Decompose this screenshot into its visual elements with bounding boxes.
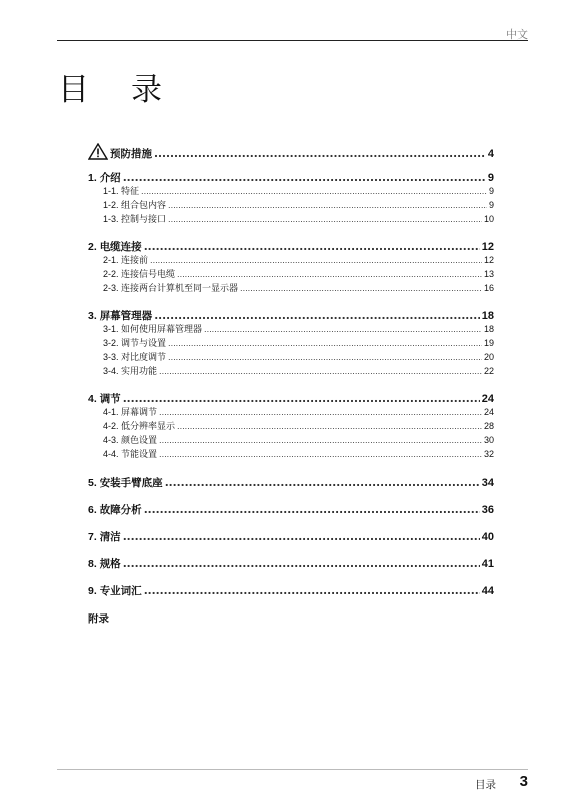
toc-dot-leader: [150, 256, 482, 265]
toc-entry-title: [103, 198, 166, 211]
toc-page-number: 20: [483, 352, 494, 362]
toc-entry-title: [88, 308, 152, 323]
toc-page-number: 16: [483, 283, 494, 293]
toc-page-number: 24: [483, 407, 494, 417]
toc-entry-label: 连接两台计算机至同一显示器: [121, 284, 239, 294]
toc-dot-leader: [177, 270, 482, 279]
toc-page-number: 13: [483, 269, 494, 279]
toc-entry-label: 专业词汇: [99, 585, 142, 597]
toc-entry-label: 连接前: [121, 256, 149, 266]
toc-section-entry[interactable]: [88, 322, 494, 335]
toc-entry-label: 低分辨率显示: [121, 422, 176, 432]
toc-chapter-entry[interactable]: [88, 583, 494, 598]
toc-section-entry[interactable]: [88, 253, 494, 266]
toc-entry-title: [103, 364, 157, 377]
toc-entry-label: 调节与设置: [121, 339, 167, 349]
toc-entry-number: 2-1.: [103, 255, 122, 265]
toc-dot-leader: [154, 148, 486, 160]
toc-entry-title: [88, 529, 121, 544]
toc-dot-leader: [159, 367, 482, 376]
toc-page-number: 9: [487, 172, 494, 184]
toc-entry-label: 安装手臂底座: [99, 477, 163, 489]
toc-dot-leader: [141, 187, 487, 196]
toc-entry-number: 6.: [88, 504, 100, 516]
footer-page-number: 3: [519, 773, 528, 790]
toc-entry-number: 4-3.: [103, 435, 122, 445]
toc-section-entry[interactable]: [88, 419, 494, 432]
toc-entry-number: 3-1.: [103, 324, 122, 334]
header-rule: [57, 40, 528, 41]
toc-entry-number: 4-4.: [103, 449, 122, 459]
toc-dot-leader: [123, 531, 480, 543]
toc-page-number: 40: [481, 531, 494, 543]
footer-label: 目录: [475, 779, 496, 791]
toc-chapter-entry[interactable]: [88, 170, 494, 185]
toc-dot-leader: [123, 393, 480, 405]
toc-page-number: 34: [481, 477, 494, 489]
toc-section-entry[interactable]: [88, 184, 494, 197]
toc-page-number: 32: [483, 449, 494, 459]
toc-entry-title: [103, 184, 139, 197]
toc-dot-leader: [123, 558, 480, 570]
toc-dot-leader: [159, 408, 482, 417]
toc-page-number: 12: [483, 255, 494, 265]
toc-chapter-entry[interactable]: [88, 529, 494, 544]
toc-dot-leader: [204, 325, 482, 334]
toc-entry-label: 屏幕管理器: [99, 310, 153, 322]
toc-page-number: 18: [481, 310, 494, 322]
toc-page-number: 18: [483, 324, 494, 334]
toc-entry-title: [103, 447, 157, 460]
toc-entry-label: 控制与接口: [121, 215, 167, 225]
toc-entry-title: [103, 253, 148, 266]
toc-entry-title: [88, 143, 152, 161]
toc-section-entry[interactable]: [88, 447, 494, 460]
toc-page-number: 24: [481, 393, 494, 405]
toc-dot-leader: [168, 339, 482, 348]
toc-dot-leader: [123, 172, 486, 184]
toc-entry-title: [103, 322, 202, 335]
toc-entry-title: [88, 170, 121, 185]
toc-dot-leader: [168, 353, 482, 362]
toc-entry-title: [103, 419, 175, 432]
toc-entry-title: [88, 239, 142, 254]
toc-entry-number: 2.: [88, 241, 100, 253]
toc-page-number: 9: [488, 186, 494, 196]
toc-entry-title: [88, 556, 121, 571]
toc-entry-title: [103, 433, 157, 446]
toc-entry-number: 3-4.: [103, 366, 122, 376]
toc-entry-label: 介绍: [99, 172, 121, 184]
toc-entry-label: 如何使用屏幕管理器: [121, 325, 203, 335]
toc-entry-title: [88, 391, 121, 406]
toc-dot-leader: [165, 477, 480, 489]
language-label: 中文: [506, 28, 528, 41]
toc-dot-leader: [144, 585, 480, 597]
toc-dot-leader: [159, 450, 482, 459]
toc-page-number: 10: [483, 214, 494, 224]
toc-entry-number: 1-2.: [103, 200, 122, 210]
toc-page-number: 28: [483, 421, 494, 431]
toc-entry-title: [103, 350, 166, 363]
toc-page-number: 41: [481, 558, 494, 570]
toc-entry-number: 3-3.: [103, 352, 122, 362]
toc-section-entry[interactable]: [88, 281, 494, 294]
toc-entry-label: 预防措施: [110, 148, 152, 160]
toc-entry-title: [103, 405, 157, 418]
toc-dot-leader: [240, 284, 482, 293]
toc-section-entry[interactable]: [88, 350, 494, 363]
toc-chapter-entry[interactable]: [88, 556, 494, 571]
toc-entry-number: 9.: [88, 585, 100, 597]
toc-entry-number: 7.: [88, 531, 100, 543]
toc-dot-leader: [168, 201, 487, 210]
toc-entry-number: 1.: [88, 172, 100, 184]
toc-page-number: 4: [487, 148, 494, 160]
toc-entry-label: 特征: [121, 187, 140, 197]
page-title: 目录: [58, 72, 204, 108]
toc-entry-label: 规格: [99, 558, 121, 570]
toc-section-entry[interactable]: [88, 212, 494, 225]
toc-page-number: 44: [481, 585, 494, 597]
toc-entry-label: 调节: [99, 393, 121, 405]
toc-entry-label: 故障分析: [99, 504, 142, 516]
toc-chapter-entry[interactable]: [88, 308, 494, 323]
toc-entry-number: 1-1.: [103, 186, 122, 196]
toc-appendix-entry[interactable]: 附录: [88, 613, 109, 625]
toc-entry-title: [103, 281, 238, 294]
toc-section-entry[interactable]: [88, 405, 494, 418]
toc-section-entry[interactable]: [88, 267, 494, 280]
toc-entry-number: 3.: [88, 310, 100, 322]
toc-dot-leader: [144, 504, 480, 516]
toc-entry-label: 连接信号电缆: [121, 270, 176, 280]
toc-entry-number: 2-2.: [103, 269, 122, 279]
toc-page-number: 19: [483, 338, 494, 348]
toc-entry-title: [88, 502, 142, 517]
toc-page-number: 30: [483, 435, 494, 445]
toc-section-entry[interactable]: [88, 433, 494, 446]
toc-entry-number: 3-2.: [103, 338, 122, 348]
toc-page-number: 22: [483, 366, 494, 376]
toc-chapter-entry[interactable]: [88, 239, 494, 254]
toc-entry-label: 电缆连接: [99, 241, 142, 253]
toc-entry-number: 4-1.: [103, 407, 122, 417]
toc-page-number: 36: [481, 504, 494, 516]
toc-entry-number: 5.: [88, 477, 100, 489]
bottom-rule: [57, 769, 528, 770]
toc-section-entry[interactable]: [88, 336, 494, 349]
toc-entry-title: [103, 212, 166, 225]
toc-entry-label: 颜色设置: [121, 436, 158, 446]
toc-dot-leader: [159, 436, 482, 445]
toc-chapter-entry[interactable]: [88, 502, 494, 517]
warning-icon: [88, 143, 108, 160]
toc-entry-label: 节能设置: [121, 450, 158, 460]
toc-entry-number: 2-3.: [103, 283, 122, 293]
toc-entry-number: 8.: [88, 558, 100, 570]
toc-entry-label: 对比度调节: [121, 353, 167, 363]
toc-entry-label: 组合包内容: [121, 201, 167, 211]
toc-entry-number: 1-3.: [103, 214, 122, 224]
toc-dot-leader: [177, 422, 482, 431]
toc-chapter-entry[interactable]: [88, 475, 494, 490]
toc-section-entry[interactable]: [88, 364, 494, 377]
toc-entry-number: 4.: [88, 393, 100, 405]
toc-page-number: 9: [488, 200, 494, 210]
toc-section-entry[interactable]: [88, 198, 494, 211]
toc-entry-number: 4-2.: [103, 421, 122, 431]
toc-dot-leader: [154, 310, 480, 322]
toc-dot-leader: [168, 215, 482, 224]
toc-entry-label: 屏幕调节: [121, 408, 158, 418]
toc-entry-label: 实用功能: [121, 367, 158, 377]
toc-entry-title: [103, 336, 166, 349]
toc-dot-leader: [144, 241, 480, 253]
toc-entry-title: [88, 475, 163, 490]
toc-entry-title: [103, 267, 175, 280]
toc-entry-label: 清洁: [99, 531, 121, 543]
toc-entry-title: [88, 583, 142, 598]
toc-page-number: 12: [481, 241, 494, 253]
toc-chapter-entry[interactable]: [88, 143, 494, 161]
toc-chapter-entry[interactable]: [88, 391, 494, 406]
